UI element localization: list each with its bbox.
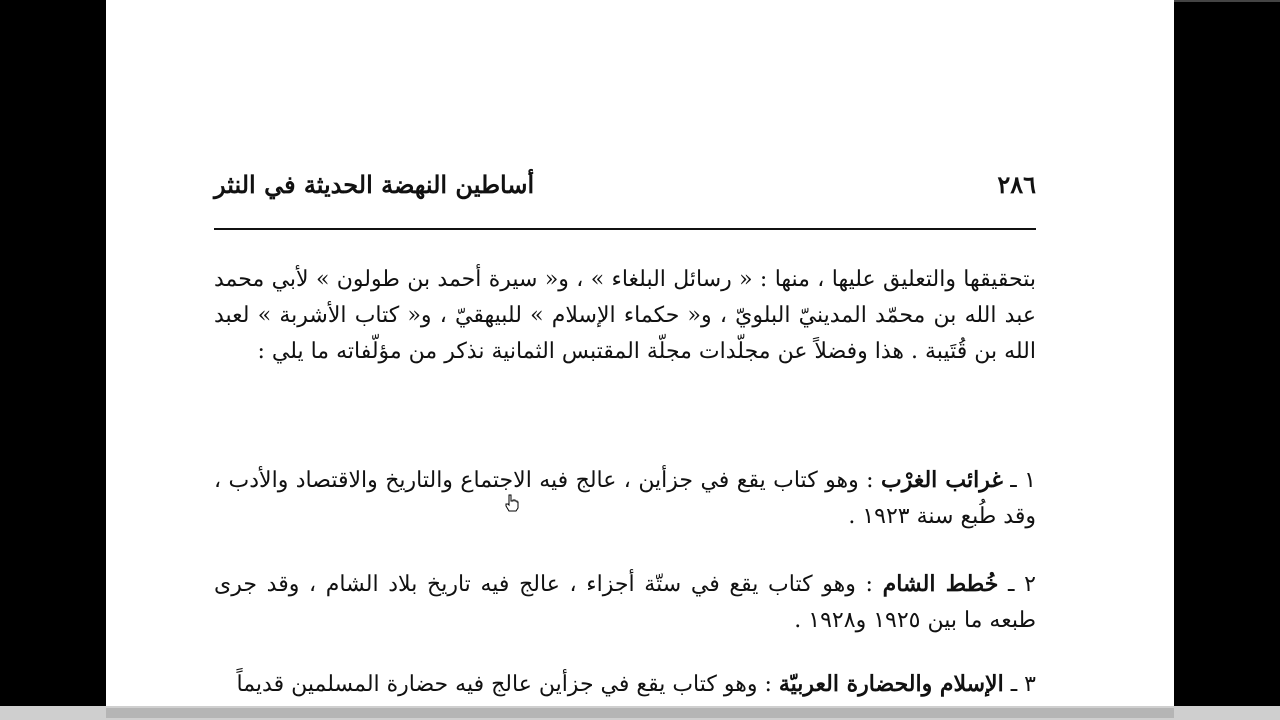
- header-rule: [214, 228, 1036, 230]
- list-item: [214, 462, 1036, 535]
- running-title: أساطين النهضة الحديثة في النثر: [214, 170, 535, 199]
- item-title: الإسلام والحضارة العربيّة: [778, 671, 1004, 697]
- list-item: [214, 566, 1036, 639]
- list-item: [214, 666, 1036, 703]
- item-number: ١ ـ: [1010, 468, 1036, 493]
- window-edge: [1174, 0, 1280, 2]
- item-number: ٣ ـ: [1010, 672, 1036, 697]
- hand-cursor-icon: [504, 494, 520, 512]
- item-text: : وهو كتاب يقع في ستّة أجزاء ، عالج فيه تاريخ بلاد الشام ، وقد جرى طبعه ما بين ١٩٢٥ و١٩٢٨ .: [214, 572, 1036, 633]
- intro-paragraph: بتحقيقها والتعليق عليها ، منها : « رسائل البلغاء » ، و« سيرة أحمد بن طولون » لأبي محمد عبد الله بن محمّد المدينيّ البلويّ ، و« حكماء الإسلام » للبيهقيّ ، و« كتاب الأشربة » لعبد الله بن قُتَيبة . هذا وفضلاً عن مجلّدات مجلّة المقتبس الثمانية نذكر من مؤلّفاته ما يلي :: [214, 267, 1036, 364]
- item-text: : وهو كتاب يقع في جزأين عالج فيه حضارة المسلمين قديماً: [236, 672, 772, 697]
- scrollbar-thumb[interactable]: [106, 708, 1174, 718]
- document-page: [106, 0, 1174, 706]
- item-number: ٢ ـ: [1008, 572, 1036, 597]
- item-title: غرائب الغرْب: [880, 467, 1003, 493]
- page-number: ٢٨٦: [997, 170, 1036, 199]
- page-header: [214, 170, 1036, 216]
- item-text: : وهو كتاب يقع في جزأين ، عالج فيه الاجتماع والتاريخ والاقتصاد والأدب ، وقد طُبع سنة ١٩٢٣ .: [214, 468, 1036, 529]
- item-title: خُطط الشام: [882, 571, 999, 597]
